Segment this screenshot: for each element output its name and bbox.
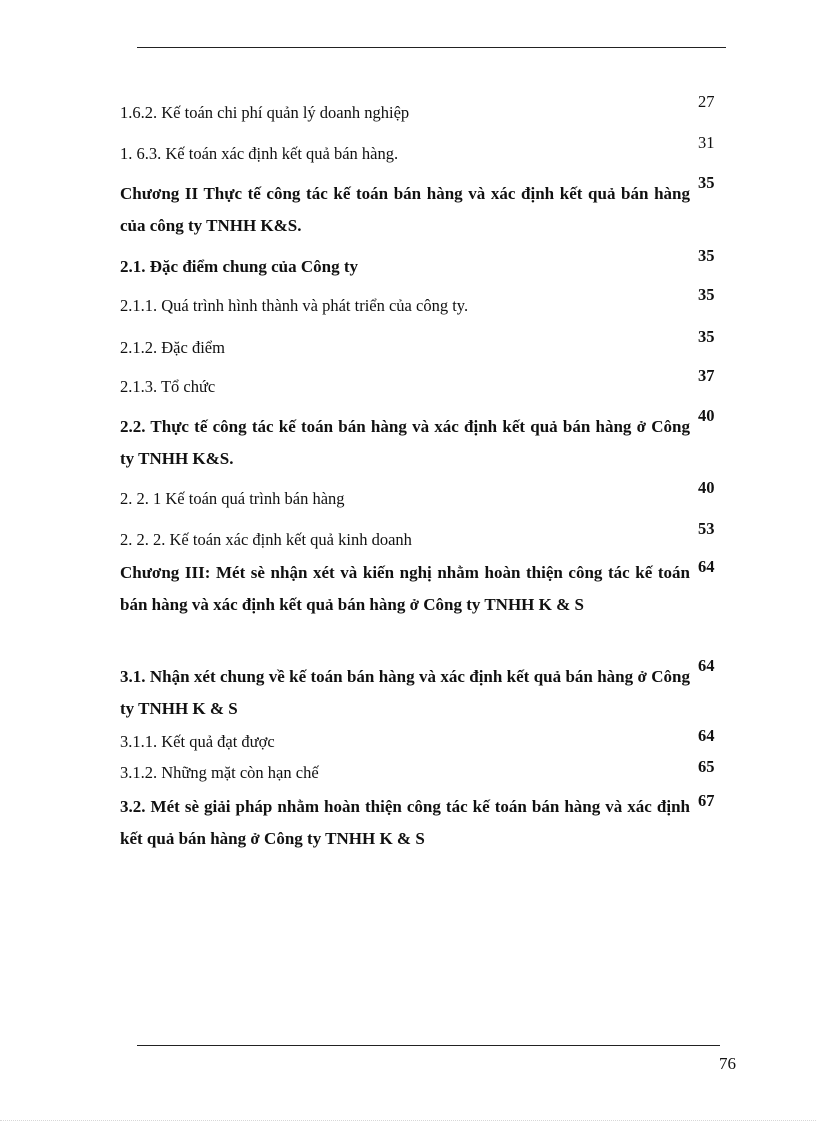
toc-entry-title: 2.1.2. Đặc điểm	[120, 338, 225, 357]
toc-entry-title: 2. 2. 2. Kế toán xác định kết quả kinh doanh	[120, 530, 412, 549]
table-of-contents	[120, 0, 725, 1000]
toc-entry-title: 3.1.2. Những mặt còn hạn chế	[120, 763, 319, 782]
toc-entry-page: 64	[698, 726, 715, 745]
toc-entry-title: 3.1.1. Kết quả đạt được	[120, 732, 275, 751]
toc-entry-page: 35	[698, 285, 715, 304]
toc-entry-page: 40	[698, 406, 715, 425]
toc-entry-page: 65	[698, 757, 715, 776]
toc-entry-page: 27	[698, 92, 715, 111]
toc-entry-page: 35	[698, 246, 715, 265]
page-edge-divider	[0, 1120, 816, 1121]
toc-entry-page: 40	[698, 478, 715, 497]
toc-entry-page: 35	[698, 327, 715, 346]
toc-entry-page: 35	[698, 173, 715, 192]
toc-entry-title: 2. 2. 1 Kế toán quá trình bán hàng	[120, 489, 345, 508]
toc-entry-title: 1. 6.3. Kế toán xác định kết quả bán hàng.	[120, 144, 399, 163]
toc-entry-title: 2.1. Đặc điểm chung của Công ty	[120, 257, 359, 276]
toc-entry-title: Chương III: Mét sè nhận xét và kiến nghị nhằm hoàn thiện công tác kế toán bán hàng và xác định kết quả bán hàng ở Công ty TNHH K & S	[120, 563, 690, 614]
toc-entry-page: 53	[698, 519, 715, 538]
toc-entry-page: 37	[698, 366, 715, 385]
toc-entry-title: 1.6.2. Kế toán chi phí quản lý doanh nghiệp	[120, 103, 410, 122]
toc-entry-title: 2.1.3. Tổ chức	[120, 377, 216, 396]
footer-rule	[137, 1045, 720, 1046]
toc-entry-page: 64	[698, 656, 715, 675]
toc-entry-title: 3.2. Mét sè giải pháp nhằm hoàn thiện công tác kế toán bán hàng và xác định kết quả bán hàng ở Công ty TNHH K & S	[120, 797, 690, 848]
toc-entry-title: 2.1.1. Quá trình hình thành và phát triển của công ty.	[120, 296, 469, 315]
toc-entry-title: 2.2. Thực tế công tác kế toán bán hàng và xác định kết quả bán hàng ở Công ty TNHH K&S.	[120, 417, 690, 468]
toc-entry-title: Chương II Thực tế công tác kế toán bán hàng và xác định kết quả bán hàng của công ty TNHH K&S.	[120, 184, 690, 235]
toc-entry-page: 64	[698, 557, 715, 576]
toc-entry-page: 31	[698, 133, 715, 152]
toc-entry-title: 3.1. Nhận xét chung về kế toán bán hàng và xác định kết quả bán hàng ở Công ty TNHH K & S	[120, 667, 690, 718]
toc-entry-page: 67	[698, 791, 715, 810]
page-number: 76	[719, 1054, 736, 1073]
